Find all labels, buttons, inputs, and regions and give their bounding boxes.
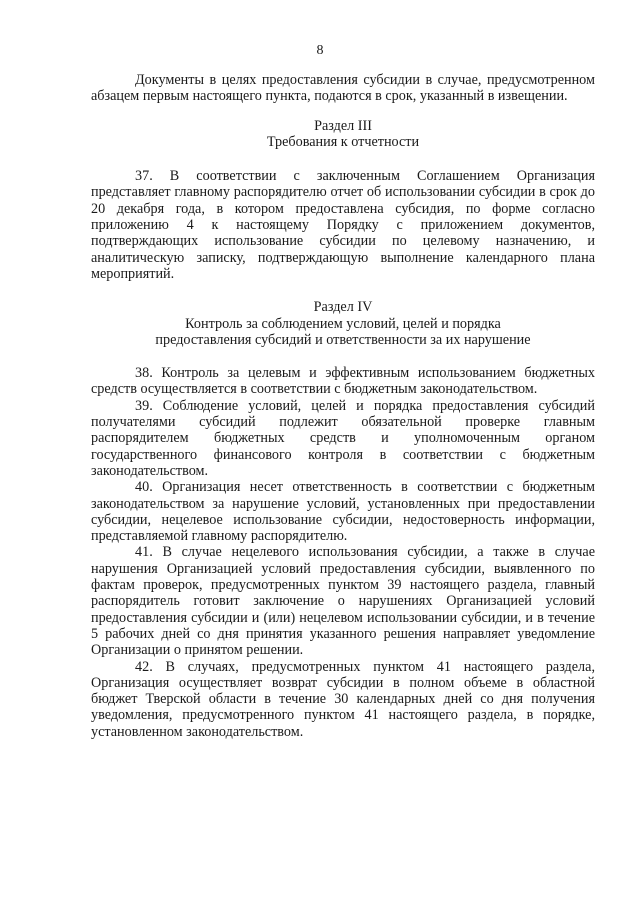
paragraph-42: 42. В случаях, предусмотренных пунктом 41 настоящего раздела, Организация осуществляет возврат субсидии в полном объеме в областной бюджет Тверской области в течение 30 календарных дней со дня получения уведомления, предусмотренного пунктом 41 настоящего раздела, в порядке, установленном законодательством. — [91, 658, 595, 740]
section-3-subtitle: Требования к отчетности — [266, 133, 420, 150]
page-number: 8 — [316, 43, 324, 58]
section-4-subtitle-line-2: предоставления субсидий и ответственности за их нарушение — [155, 331, 531, 348]
paragraph-40: 40. Организация несет ответственность в соответствии с бюджетным законодательством за нарушение условий, установленных при предоставлении субсидии, нецелевое использование субсидии, недостоверность информации, представляемой главному распорядителю. — [91, 479, 595, 545]
document-body — [91, 72, 595, 740]
section-4-subtitle-line-1: Контроль за соблюдением условий, целей и порядка — [185, 315, 501, 332]
paragraph-37: 37. В соответствии с заключенным Соглашением Организация представляет главному распорядителю отчет об использовании субсидии в срок до 20 декабря года, в котором предоставлена субсидия, по форме согласно приложению 4 к настоящему Порядку с приложением документов, подтверждающих использование субсидии по целевому назначению, и аналитическую записку, подтверждающую выполнение календарного плана мероприятий. — [91, 168, 595, 282]
paragraph-38: 38. Контроль за целевым и эффективным использованием бюджетных средств осуществляется в соответствии с бюджетным законодательством. — [91, 365, 595, 398]
section-3-title: Раздел III — [314, 117, 372, 134]
intro-paragraph: Документы в целях предоставления субсидии в случае, предусмотренном абзацем первым настоящего пункта, подаются в срок, указанный в извещении. — [91, 72, 595, 105]
paragraph-41: 41. В случае нецелевого использования субсидии, а также в случае нарушения Организацией условий предоставления субсидии, выявленного по фактам проверок, предусмотренных пунктом 39 настоящего раздела, главный распорядитель готовит заключение о нарушениях Организацией условий предоставления субсидии и (или) нецелевом использовании субсидии, и в течение 5 рабочих дней со дня принятия указанного решения направляет уведомление Организации о принятом решении. — [91, 544, 595, 659]
paragraph-39: 39. Соблюдение условий, целей и порядка предоставления субсидий получателями субсидий подлежит обязательной проверке главным распорядителем бюджетных средств и уполномоченным органом государственного финансового контроля в соответствии с бюджетным законодательством. — [91, 397, 595, 479]
section-4-title: Раздел IV — [313, 299, 373, 316]
